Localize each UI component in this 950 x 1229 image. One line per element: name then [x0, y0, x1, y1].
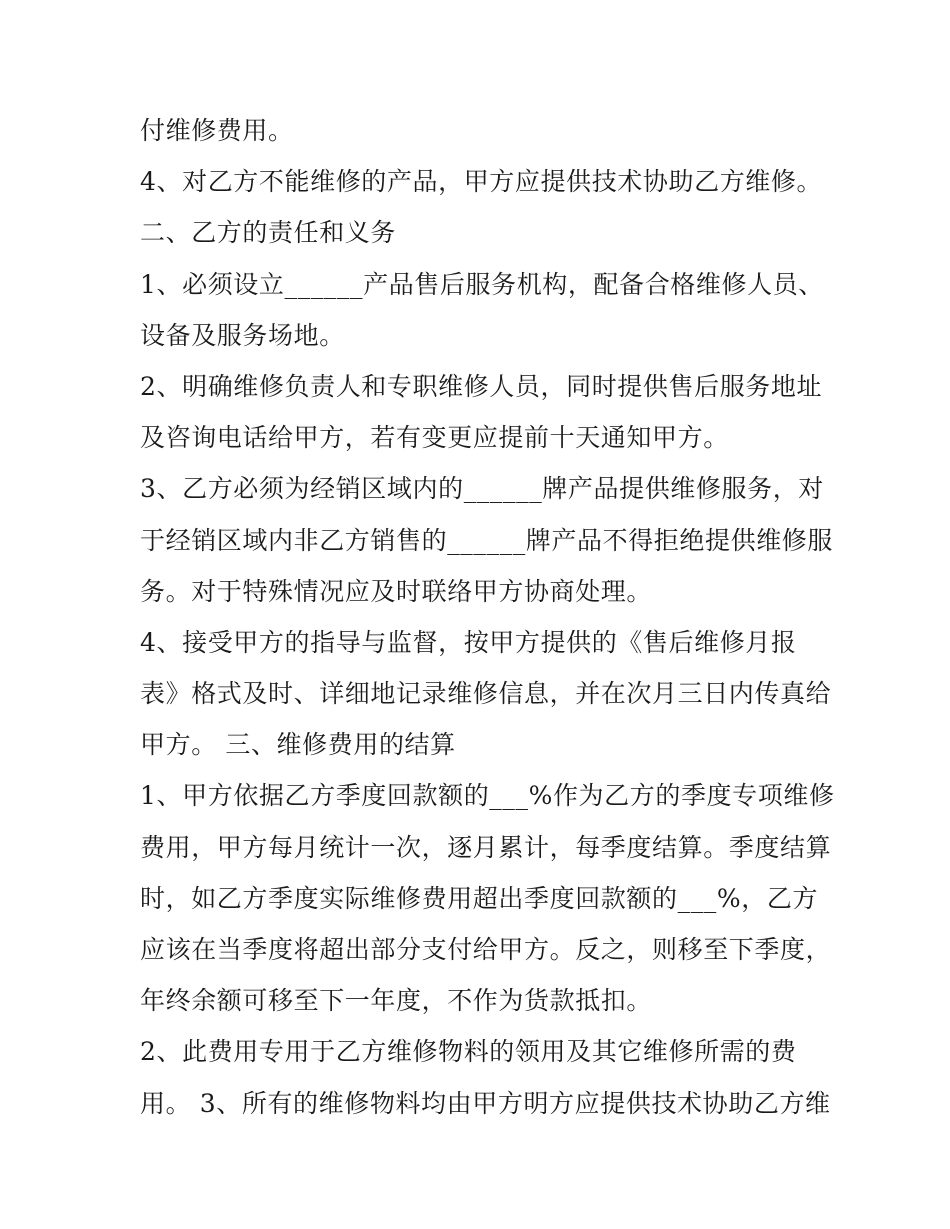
text-line: 应该在当季度将超出部分支付给甲方。反之，则移至下季度， [140, 935, 832, 964]
text-line: 设备及服务场地。 [140, 320, 345, 350]
text-line: 费用，甲方每月统计一次，逐月累计，每季度结算。季度结算 [140, 832, 832, 862]
text-line: 甲方。 三、维修费用的结算 [140, 730, 456, 760]
text-line: 付维修费用。 [140, 116, 294, 145]
document-body [140, 105, 835, 1129]
text-line: 4、接受甲方的指导与监督，按甲方提供的《售后维修月报 [140, 627, 797, 657]
text-line: 务。对于特殊情况应及时联络甲方协商处理。 [140, 576, 653, 606]
text-line: 4、对乙方不能维修的产品，甲方应提供技术协助乙方维修。 [140, 167, 823, 197]
text-line: 3、乙方必须为经销区域内的______牌产品提供维修服务，对 [140, 474, 824, 504]
text-line: 年终余额可移至下一年度，不作为货款抵扣。 [140, 986, 653, 1016]
text-line: 时，如乙方季度实际维修费用超出季度回款额的___%，乙方 [140, 883, 819, 913]
text-line: 1、甲方依据乙方季度回款额的___%作为乙方的季度专项维修 [140, 781, 835, 811]
text-line: 用。 3、所有的维修物料均由甲方明方应提供技术协助乙方维 [140, 1088, 831, 1118]
text-line: 2、明确维修负责人和专职维修人员，同时提供售后服务地址 [140, 371, 823, 401]
text-line: 1、必须设立______产品售后服务机构，配备合格维修人员、 [140, 269, 824, 299]
text-line: 表》格式及时、详细地记录维修信息，并在次月三日内传真给 [140, 679, 832, 709]
text-line: 及咨询电话给甲方，若有变更应提前十天通知甲方。 [140, 423, 729, 453]
section-heading: 二、乙方的责任和义务 [140, 218, 397, 248]
text-line: 于经销区域内非乙方销售的______牌产品不得拒绝提供维修服 [140, 525, 834, 555]
text-line: 2、此费用专用于乙方维修物料的领用及其它维修所需的费 [140, 1037, 797, 1067]
